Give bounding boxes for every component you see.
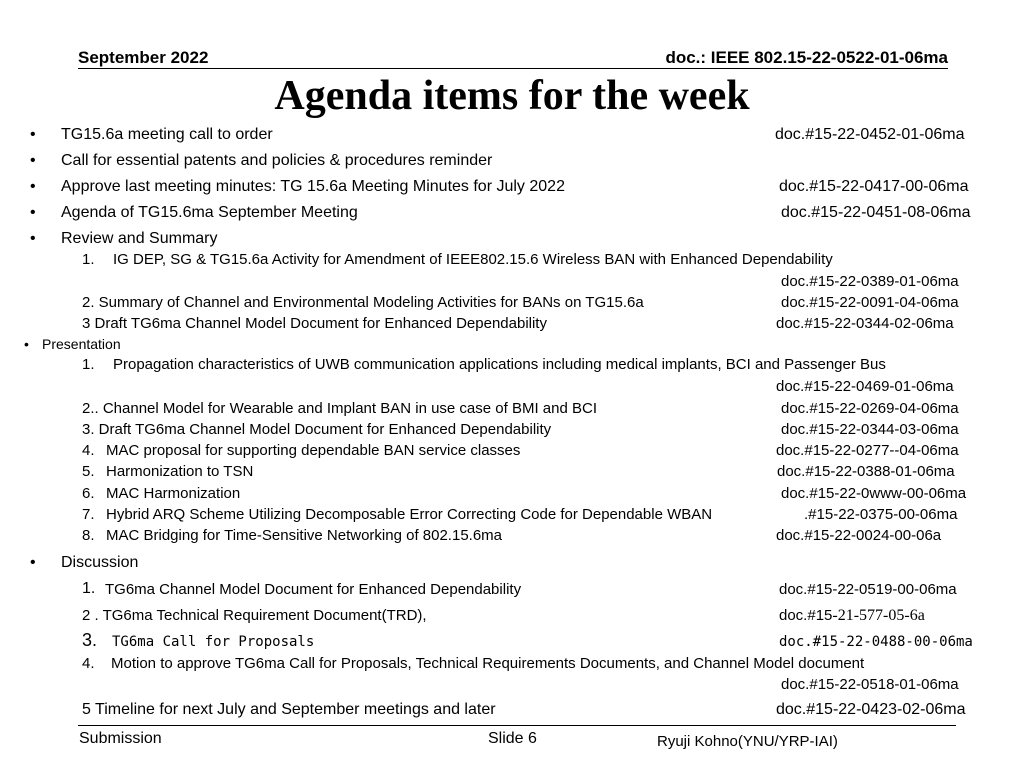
discussion-item-text: 5 Timeline for next July and September meetings and later [82,701,496,718]
bullet-icon: • [30,554,36,571]
bullet-icon: • [30,230,36,247]
header-rule [78,68,948,69]
list-number: 3. [82,630,98,650]
review-item-doc: doc.#15-22-0091-04-06ma [781,294,959,311]
footer-submission: Submission [79,730,162,747]
presentation-item-doc: doc.#15-22-0277--04-06ma [776,442,959,459]
section-label-presentation: Presentation [42,336,121,352]
presentation-item-text: 3. Draft TG6ma Channel Model Document for Enhanced Dependability [82,421,552,438]
list-number: 5. [82,463,95,480]
discussion-item-doc: doc.#15-22-0519-00-06ma [779,581,957,598]
discussion-item-doc: doc.#15-22-0488-00-06ma [779,634,973,650]
agenda-item-text: Approve last meeting minutes: TG 15.6a Meeting Minutes for July 2022 [61,178,565,195]
review-item-text: IG DEP, SG & TG15.6a Activity for Amendment of IEEE802.15.6 Wireless BAN with Enhanced Dependability [113,251,833,268]
agenda-item-doc: doc.#15-22-0451-08-06ma [781,204,971,221]
list-number: 6. [82,485,95,502]
header-date: September 2022 [78,48,209,67]
presentation-item-text: Harmonization to TSN [106,463,254,480]
list-number: 4. [82,442,95,459]
discussion-item-doc: doc.#15-22-0423-02-06ma [776,701,966,718]
presentation-item-text: MAC Harmonization [106,485,241,502]
page-title: Agenda items for the week [274,73,750,119]
presentation-item-doc: doc.#15-22-0024-00-06a [776,527,942,544]
presentation-item-text: MAC proposal for supporting dependable BAN service classes [106,442,521,459]
bullet-icon: • [30,126,36,143]
bullet-icon: • [30,178,36,195]
discussion-item-doc: doc.#15-22-0518-01-06ma [781,676,959,693]
presentation-item-text: Hybrid ARQ Scheme Utilizing Decomposable Error Correcting Code for Dependable WBAN [106,506,713,523]
footer-rule [78,725,956,726]
presentation-item-text: Propagation characteristics of UWB communication applications including medical implants, BCI and Passenger Bus [113,356,886,373]
list-number: 1. [82,251,95,268]
agenda-item-doc: doc.#15-22-0452-01-06ma [775,126,965,143]
discussion-item-text: TG6ma Call for Proposals [112,634,315,650]
presentation-item-doc: doc.#15-22-0344-03-06ma [781,421,959,438]
list-number: 4. [82,655,95,672]
presentation-item-text: 2.. Channel Model for Wearable and Implant BAN in use case of BMI and BCI [82,400,597,417]
list-number: 7. [82,506,95,523]
header-doc-id: doc.: IEEE 802.15-22-0522-01-06ma [665,48,948,67]
list-number: 1. [82,580,96,597]
review-item-doc: doc.#15-22-0389-01-06ma [781,273,959,290]
discussion-item-text: 2 . TG6ma Technical Requirement Document(TRD), [82,607,427,624]
agenda-item-text: Review and Summary [61,230,218,247]
bullet-icon: • [30,204,36,221]
agenda-item-doc: doc.#15-22-0417-00-06ma [779,178,969,195]
bullet-icon: • [24,336,29,352]
agenda-item-text: Call for essential patents and policies & procedures reminder [61,152,493,169]
presentation-item-doc: doc.#15-22-0269-04-06ma [781,400,959,417]
discussion-item-text: Motion to approve TG6ma Call for Proposals, Technical Requirements Documents, and Channel Model document [111,655,865,672]
footer-author: Ryuji Kohno(YNU/YRP-IAI) [657,733,838,750]
presentation-item-text: MAC Bridging for Time-Sensitive Networking of 802.15.6ma [106,527,503,544]
section-label-discussion: Discussion [61,554,139,571]
bullet-icon: • [30,152,36,169]
footer-slide-number: Slide 6 [488,730,537,747]
presentation-item-doc: doc.#15-22-0469-01-06ma [776,378,954,395]
agenda-item-text: TG15.6a meeting call to order [61,126,273,143]
review-item-text: 2. Summary of Channel and Environmental Modeling Activities for BANs on TG15.6a [82,294,644,311]
presentation-item-doc: doc.#15-22-0388-01-06ma [777,463,955,480]
list-number: 1. [82,356,95,373]
presentation-item-doc: doc.#15-22-0www-00-06ma [781,485,967,502]
presentation-item-doc: .#15-22-0375-00-06ma [804,506,958,523]
review-item-text: 3 Draft TG6ma Channel Model Document for Enhanced Dependability [82,315,547,332]
list-number: 8. [82,527,95,544]
discussion-item-doc: doc.#15-21-577-05-6a [779,607,925,624]
discussion-item-text: TG6ma Channel Model Document for Enhanced Dependability [105,581,522,598]
agenda-item-text: Agenda of TG15.6ma September Meeting [61,204,358,221]
review-item-doc: doc.#15-22-0344-02-06ma [776,315,954,332]
